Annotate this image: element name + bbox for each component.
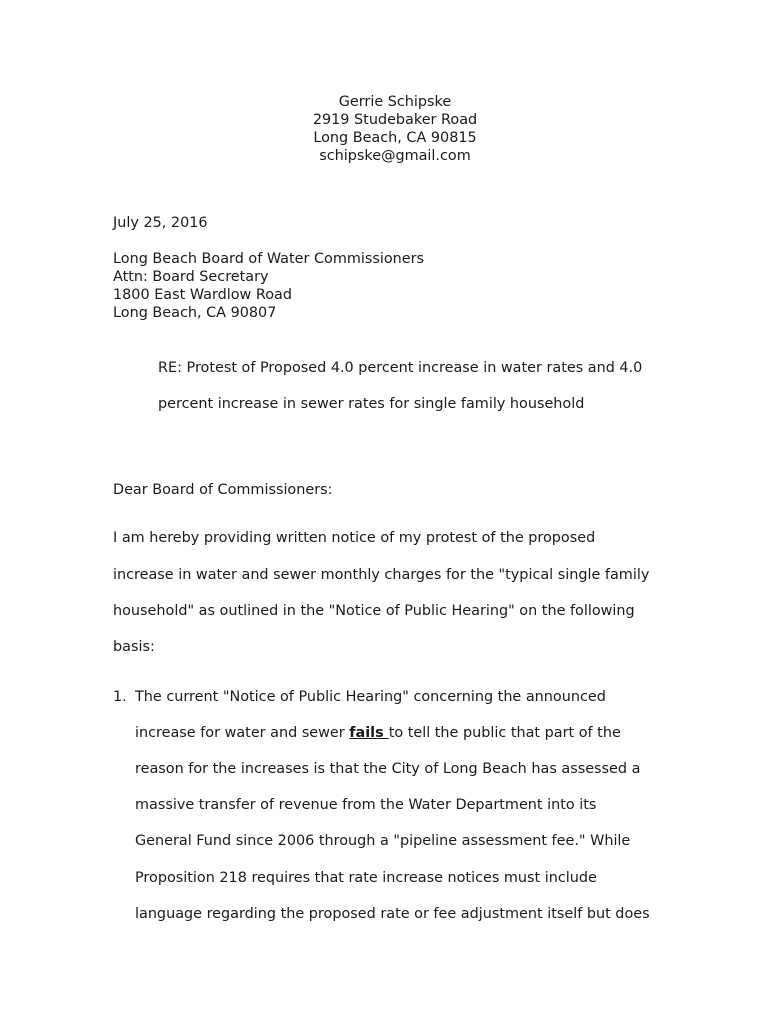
point1-line-5: General Fund since 2006 through a "pipeline assessment fee." While bbox=[135, 833, 631, 849]
point1-line-2-before: increase for water and sewer bbox=[135, 725, 350, 741]
subject-line-2: percent increase in sewer rates for single family household bbox=[158, 396, 585, 412]
sender-email: schipske@gmail.com bbox=[319, 148, 471, 164]
salutation: Dear Board of Commissioners: bbox=[113, 482, 333, 498]
recipient-attn: Attn: Board Secretary bbox=[113, 269, 269, 285]
subject-line-1: RE: Protest of Proposed 4.0 percent increase in water rates and 4.0 bbox=[158, 360, 643, 376]
point1-line-4: massive transfer of revenue from the Water Department into its bbox=[135, 797, 597, 813]
point1-line-3: reason for the increases is that the City of Long Beach has assessed a bbox=[135, 761, 641, 777]
point1-line-1: The current "Notice of Public Hearing" concerning the announced bbox=[135, 689, 606, 705]
sender-city: Long Beach, CA 90815 bbox=[313, 130, 477, 146]
intro-line-4: basis: bbox=[113, 639, 155, 655]
point1-line-7: language regarding the proposed rate or fee adjustment itself but does bbox=[135, 906, 650, 922]
sender-street: 2919 Studebaker Road bbox=[312, 112, 478, 128]
point1-line-2-after: to tell the public that part of the bbox=[388, 725, 621, 741]
emphasis-fails: fails bbox=[349, 725, 389, 741]
recipient-street: 1800 East Wardlow Road bbox=[113, 287, 293, 303]
intro-line-2: increase in water and sewer monthly charges for the "typical single family bbox=[113, 567, 650, 583]
letter-date: July 25, 2016 bbox=[113, 215, 208, 231]
intro-line-3: household" as outlined in the "Notice of Public Hearing" on the following bbox=[113, 603, 635, 619]
recipient-organization: Long Beach Board of Water Commissioners bbox=[113, 251, 425, 267]
intro-line-1: I am hereby providing written notice of my protest of the proposed bbox=[113, 530, 596, 546]
recipient-city: Long Beach, CA 90807 bbox=[113, 305, 277, 321]
list-number-1: 1. bbox=[113, 689, 127, 705]
sender-name: Gerrie Schipske bbox=[338, 94, 452, 110]
point1-line-2 bbox=[135, 724, 621, 742]
point1-line-6: Proposition 218 requires that rate increase notices must include bbox=[135, 870, 597, 886]
